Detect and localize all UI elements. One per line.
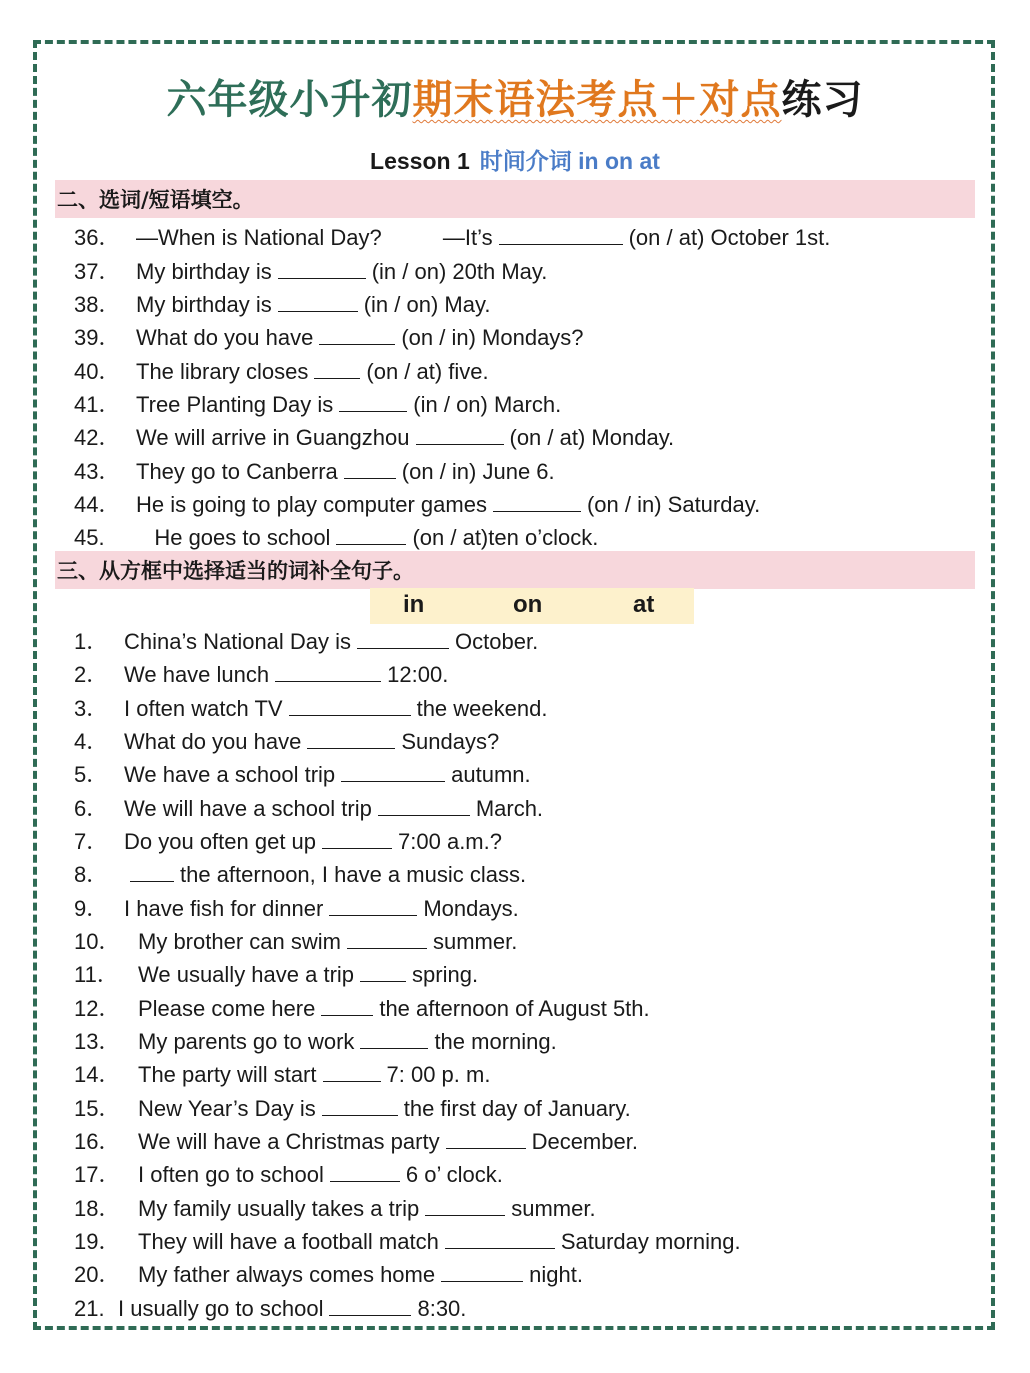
item-text-after: Mondays. — [423, 896, 519, 921]
item-number: 17． — [74, 1162, 121, 1187]
item-text-after: summer. — [511, 1196, 596, 1221]
item-text-after: the morning. — [434, 1029, 557, 1054]
answer-blank[interactable] — [314, 356, 360, 379]
item-text-before: He is going to play computer games — [136, 492, 487, 517]
exercise-item — [74, 759, 531, 789]
exercise-item — [74, 322, 584, 352]
item-text-after: (on / at) Monday. — [509, 425, 675, 450]
item-number: 40． — [74, 359, 121, 384]
word-box-option: in — [403, 591, 425, 618]
answer-blank[interactable] — [360, 1026, 428, 1049]
item-text-after: 8:30. — [417, 1296, 467, 1321]
exercise-item — [74, 1059, 490, 1089]
exercise-item — [74, 289, 490, 319]
item-text-before: They go to Canberra — [136, 459, 338, 484]
answer-blank[interactable] — [275, 659, 381, 682]
item-text-before: What do you have — [136, 325, 314, 350]
title-part-highlight: 期末语法考点＋对点 — [412, 77, 782, 123]
item-number: 44． — [74, 492, 121, 517]
item-number: 43． — [74, 459, 121, 484]
answer-blank[interactable] — [416, 422, 504, 445]
exercise-item — [74, 993, 650, 1023]
item-text-before: My brother can swim — [138, 929, 341, 954]
item-text-after: (on / at) October 1st. — [628, 225, 831, 250]
answer-blank[interactable] — [329, 893, 417, 916]
page-title — [0, 68, 1030, 125]
item-text-after: December. — [531, 1129, 638, 1154]
exercise-item — [74, 256, 547, 286]
item-number: 16． — [74, 1129, 121, 1154]
item-text-before: What do you have — [124, 729, 302, 754]
item-number: 20． — [74, 1262, 121, 1287]
item-text-after: (in / on) 20th May. — [371, 259, 548, 284]
item-text-before: He goes to school — [136, 525, 331, 550]
answer-blank[interactable] — [329, 1293, 411, 1316]
exercise-item — [74, 222, 830, 252]
item-number: 7． — [74, 829, 109, 854]
answer-blank[interactable] — [278, 256, 366, 279]
item-text-before: The library closes — [136, 359, 309, 384]
item-number: 45. — [74, 525, 105, 550]
title-part-grade: 六年级小升初 — [166, 77, 413, 123]
item-number: 14． — [74, 1062, 121, 1087]
item-number: 6． — [74, 796, 109, 821]
item-text-after: spring. — [412, 962, 479, 987]
item-text-after: the afternoon of August 5th. — [379, 996, 650, 1021]
item-text-after: (in / on) May. — [363, 292, 491, 317]
section-3-heading: 三、从方框中选择适当的词补全句子。 — [55, 551, 975, 589]
exercise-item — [74, 1093, 631, 1123]
item-text-before: The party will start — [138, 1062, 317, 1087]
exercise-item — [74, 926, 517, 956]
exercise-item — [74, 1226, 741, 1256]
item-number: 11． — [74, 962, 119, 987]
exercise-item — [74, 859, 526, 889]
item-text-after: October. — [455, 629, 539, 654]
answer-blank[interactable] — [493, 489, 581, 512]
item-text-after: 7:00 a.m.? — [398, 829, 502, 854]
item-number: 36． — [74, 225, 121, 250]
item-number: 37． — [74, 259, 121, 284]
item-text-before: We will arrive in Guangzhou — [136, 425, 410, 450]
exercise-item — [74, 659, 448, 689]
item-text-before: My father always comes home — [138, 1262, 436, 1287]
exercise-item — [74, 522, 598, 552]
item-text-after: (in / on) March. — [413, 392, 562, 417]
item-number: 1． — [74, 629, 109, 654]
answer-blank[interactable] — [441, 1259, 523, 1282]
item-number: 18． — [74, 1196, 121, 1221]
item-text-after: March. — [475, 796, 544, 821]
item-text-before: They will have a football match — [138, 1229, 439, 1254]
answer-blank[interactable] — [446, 1126, 526, 1149]
item-text-before: Tree Planting Day is — [136, 392, 334, 417]
item-text-before: My family usually takes a trip — [138, 1196, 420, 1221]
item-text-before: We usually have a trip — [138, 962, 355, 987]
item-text-after: the afternoon, I have a music class. — [180, 862, 527, 887]
item-text-before: I have fish for dinner — [124, 896, 324, 921]
exercise-item — [74, 1293, 466, 1323]
item-text-before: Please come here — [138, 996, 316, 1021]
answer-blank[interactable] — [344, 456, 396, 479]
exercise-item — [74, 726, 499, 756]
item-number: 9． — [74, 896, 109, 921]
item-number: 3． — [74, 696, 109, 721]
exercise-item — [74, 826, 502, 856]
item-number: 13． — [74, 1029, 121, 1054]
item-text-before: My parents go to work — [138, 1029, 355, 1054]
item-text-before: I usually go to school — [118, 1296, 324, 1321]
exercise-item — [74, 1159, 503, 1189]
word-box-option: on — [513, 591, 543, 618]
item-number: 19． — [74, 1229, 121, 1254]
answer-blank[interactable] — [360, 959, 406, 982]
item-text-after: summer. — [432, 929, 518, 954]
item-number: 42． — [74, 425, 121, 450]
answer-blank[interactable] — [307, 726, 395, 749]
item-text-before: My birthday is — [136, 259, 272, 284]
item-text-after: (on / at) five. — [366, 359, 489, 384]
answer-blank[interactable] — [330, 1159, 400, 1182]
item-text-after: 6 o’ clock. — [405, 1162, 503, 1187]
item-text-after: 12:00. — [387, 662, 449, 687]
exercise-item — [74, 693, 547, 723]
answer-blank[interactable] — [347, 926, 427, 949]
item-number: 4． — [74, 729, 109, 754]
item-text-after: (on / in) June 6. — [401, 459, 555, 484]
item-text-after: 7: 00 p. m. — [386, 1062, 491, 1087]
item-text-after: the weekend. — [416, 696, 548, 721]
word-box-option: at — [633, 591, 655, 618]
item-number: 39． — [74, 325, 121, 350]
item-text-before: My birthday is — [136, 292, 272, 317]
item-text-before: We will have a school trip — [124, 796, 372, 821]
exercise-item — [74, 1126, 638, 1156]
item-number: 12． — [74, 996, 121, 1021]
item-text-after: the first day of January. — [403, 1096, 631, 1121]
lesson-number: Lesson 1 — [370, 148, 470, 174]
item-text-after: (on / at)ten o’clock. — [412, 525, 599, 550]
answer-blank[interactable] — [319, 322, 395, 345]
lesson-topic: 时间介词 in on at — [479, 148, 660, 174]
item-text-before: We have lunch — [124, 662, 270, 687]
exercise-item — [74, 456, 555, 486]
exercise-item — [74, 959, 478, 989]
exercise-item — [74, 356, 489, 386]
item-text-after: (on / in) Saturday. — [586, 492, 761, 517]
item-number: 15． — [74, 1096, 121, 1121]
item-text-after: Sundays? — [401, 729, 500, 754]
answer-blank[interactable] — [425, 1193, 505, 1216]
item-text-before: Do you often get up — [124, 829, 317, 854]
exercise-item — [74, 893, 519, 923]
item-text-after: night. — [529, 1262, 583, 1287]
item-number: 21. — [74, 1296, 105, 1321]
item-text-before: I often go to school — [138, 1162, 324, 1187]
item-text-before: I often watch TV — [124, 696, 283, 721]
item-number: 41． — [74, 392, 121, 417]
item-text-before: We will have a Christmas party — [138, 1129, 440, 1154]
exercise-item — [74, 489, 760, 519]
exercise-item — [74, 1026, 557, 1056]
exercise-item — [74, 422, 674, 452]
item-text-before: We have a school trip — [124, 762, 336, 787]
answer-blank[interactable] — [130, 859, 174, 882]
title-part-practice: 练习 — [781, 77, 864, 123]
answer-blank[interactable] — [322, 826, 392, 849]
item-text-before: New Year’s Day is — [138, 1096, 316, 1121]
exercise-item — [74, 1259, 583, 1289]
item-text-before: —When is National Day? —It’s — [136, 225, 493, 250]
exercise-item — [74, 1193, 596, 1223]
item-text-after: autumn. — [451, 762, 531, 787]
answer-blank[interactable] — [336, 522, 406, 545]
answer-blank[interactable] — [321, 993, 373, 1016]
word-box — [370, 588, 694, 624]
answer-blank[interactable] — [499, 222, 623, 245]
item-number: 2． — [74, 662, 109, 687]
exercise-item — [74, 793, 543, 823]
item-number: 5． — [74, 762, 109, 787]
item-text-before: China’s National Day is — [124, 629, 352, 654]
answer-blank[interactable] — [289, 693, 411, 716]
exercise-item — [74, 626, 538, 656]
section-2-heading: 二、选词/短语填空。 — [55, 180, 975, 218]
lesson-subtitle — [0, 143, 1030, 176]
item-number: 10． — [74, 929, 121, 954]
item-number: 38． — [74, 292, 121, 317]
answer-blank[interactable] — [323, 1059, 381, 1082]
answer-blank[interactable] — [322, 1093, 398, 1116]
answer-blank[interactable] — [445, 1226, 555, 1249]
item-number: 8． — [74, 862, 109, 887]
item-text-after: (on / in) Mondays? — [401, 325, 584, 350]
answer-blank[interactable] — [339, 389, 407, 412]
answer-blank[interactable] — [378, 793, 470, 816]
item-text-after: Saturday morning. — [560, 1229, 741, 1254]
answer-blank[interactable] — [278, 289, 358, 312]
answer-blank[interactable] — [341, 759, 445, 782]
answer-blank[interactable] — [357, 626, 449, 649]
exercise-item — [74, 389, 561, 419]
